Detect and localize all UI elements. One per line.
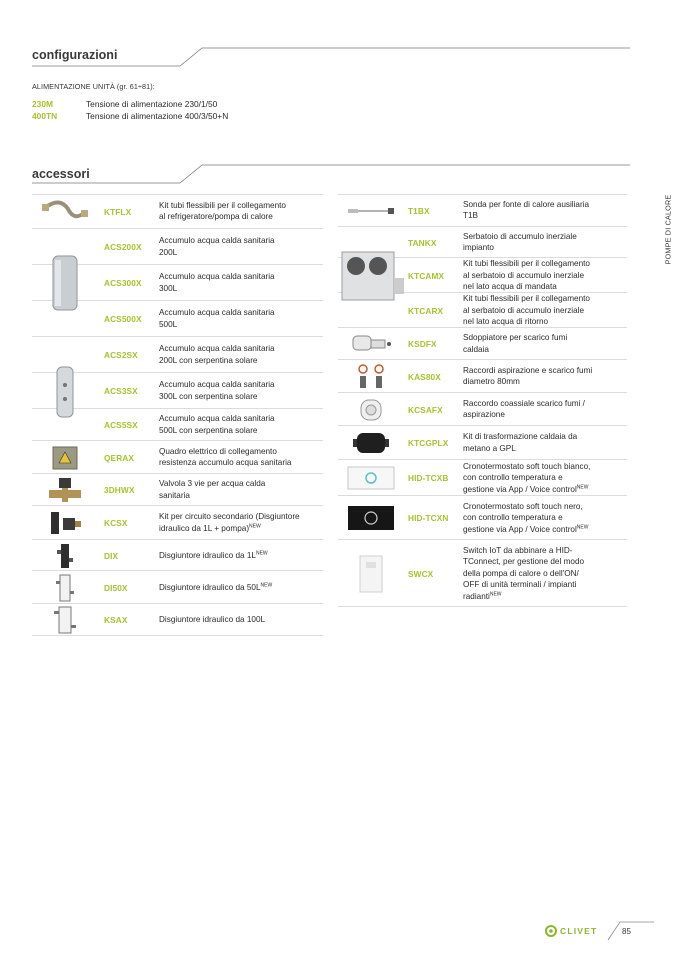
description-line — [159, 343, 275, 355]
hydraulic-separator-100-icon — [32, 605, 98, 635]
accessory-description — [159, 200, 286, 223]
description-line — [159, 478, 265, 490]
description-text: Disgiuntore idraulico da 1L — [159, 550, 256, 560]
accessory-description — [463, 398, 585, 421]
description-text: Accumulo acqua calda sanitaria — [159, 344, 275, 354]
accessory-code: ACS5SX — [104, 420, 138, 430]
description-line — [159, 235, 275, 247]
accessory-code: ACS200X — [104, 242, 142, 252]
description-text: Disgiuntore idraulico da 100L — [159, 615, 266, 625]
description-text: Quadro elettrico di collegamento — [159, 446, 277, 456]
electrical-panel-icon — [32, 443, 98, 473]
description-text: Accumulo acqua calda sanitaria — [159, 236, 275, 246]
description-line — [159, 200, 286, 212]
accessory-description — [159, 478, 265, 501]
description-text: Cronotermostato soft touch nero, — [463, 501, 583, 511]
description-text: Disgiuntore idraulico da 50L — [159, 582, 261, 592]
solar-tank-icon — [32, 340, 98, 444]
description-line — [463, 443, 577, 455]
description-text: 200L con serpentina solare — [159, 355, 258, 365]
description-text: della pompa di calore o dell'ON/ — [463, 568, 579, 578]
new-badge: NEW — [576, 484, 589, 491]
description-line — [159, 446, 291, 458]
description-line — [463, 501, 588, 513]
accessory-code: DI50X — [104, 582, 128, 593]
configurations-title-rule — [32, 46, 632, 68]
description-line — [159, 391, 275, 403]
accessory-description — [463, 231, 577, 254]
accessory-description — [159, 307, 275, 330]
description-text: Switch IoT da abbinare a HID- — [463, 545, 573, 555]
description-text: Sdoppiatore per scarico fumi — [463, 333, 568, 343]
description-line — [463, 376, 592, 388]
description-line — [463, 258, 590, 270]
description-text: Accumulo acqua calda sanitaria — [159, 380, 275, 390]
description-line — [463, 332, 567, 344]
accessory-description — [463, 545, 584, 603]
accessory-description — [159, 343, 275, 366]
accessory-code: ACS300X — [104, 278, 142, 288]
config-row — [32, 111, 228, 121]
description-text: caldaia — [463, 344, 489, 354]
accessory-code: ACS500X — [104, 314, 142, 324]
description-line — [463, 591, 584, 603]
description-line — [159, 211, 286, 223]
description-line — [159, 511, 300, 523]
description-line — [159, 413, 275, 425]
accessories-left-table — [32, 194, 323, 636]
new-badge: NEW — [576, 524, 589, 531]
description-line — [159, 550, 268, 562]
accessory-code: QERAX — [104, 452, 135, 463]
description-line — [463, 316, 590, 328]
description-text: OFF di unità terminali / impianti — [463, 580, 577, 590]
accessory-description — [463, 461, 590, 496]
brand-name: CLIVET — [560, 926, 598, 936]
description-line — [463, 199, 589, 211]
iot-switch-icon — [338, 542, 404, 606]
description-text: 200L — [159, 247, 178, 257]
description-line — [159, 319, 275, 331]
description-text: gestione via App / Voice control — [463, 484, 577, 494]
description-line — [463, 365, 592, 377]
description-text: Cronotermostato soft touch bianco, — [463, 461, 591, 471]
probe-icon — [338, 196, 404, 226]
config-code: 230M — [32, 99, 53, 109]
description-text: Kit tubi flessibili per il collegamento — [463, 294, 590, 304]
config-row — [32, 99, 217, 109]
new-badge: NEW — [249, 523, 261, 530]
accessory-description — [463, 431, 577, 454]
accessory-code: ACS2SX — [104, 350, 138, 360]
accessory-description — [159, 379, 275, 402]
accessory-code: 3DHWX — [104, 485, 135, 495]
accessories-right-table — [338, 194, 627, 607]
new-badge: NEW — [260, 581, 273, 588]
description-line — [159, 355, 275, 367]
description-text: Raccordi aspirazione e scarico fumi — [463, 365, 593, 375]
power-supply-label: ALIMENTAZIONE UNITÀ (gr. 61÷81): — [32, 82, 155, 91]
description-line — [159, 271, 275, 283]
description-text: nel lato acqua di ritorno — [463, 317, 549, 327]
description-line — [159, 247, 275, 259]
accessory-description — [159, 550, 268, 562]
description-text: Kit tubi flessibili per il collegamento — [463, 259, 590, 269]
accessory-code: KTCGPLX — [408, 438, 449, 448]
accessory-code: HID-TCXB — [408, 473, 449, 483]
footer-divider — [606, 918, 656, 942]
description-text: con controllo temperatura e — [463, 513, 563, 523]
flue-fittings-icon — [338, 361, 404, 393]
description-text: Accumulo acqua calda sanitaria — [159, 272, 275, 282]
heat-pump-icon — [338, 230, 408, 326]
page-number: 85 — [622, 927, 631, 936]
description-text: metano a GPL — [463, 443, 516, 453]
secondary-circuit-kit-icon — [32, 507, 98, 539]
description-line — [159, 307, 275, 319]
description-text: al serbatoio di accumulo inerziale — [463, 305, 585, 315]
accessory-description — [463, 365, 592, 388]
description-text: radianti — [463, 591, 490, 601]
description-line — [463, 431, 577, 443]
description-line — [463, 524, 588, 536]
description-line — [463, 270, 590, 282]
accessory-code: KTCARX — [408, 305, 444, 316]
description-text: Kit tubi flessibili per il collegamento — [159, 200, 286, 210]
description-line — [463, 556, 584, 568]
description-line — [463, 568, 584, 580]
accessory-description — [159, 235, 275, 258]
black-thermostat-icon — [338, 498, 404, 538]
config-code: 400TN — [32, 111, 58, 121]
coaxial-fitting-icon — [338, 394, 404, 426]
accessory-code: KSDFX — [408, 339, 437, 349]
description-line — [159, 523, 300, 535]
description-line — [463, 472, 590, 484]
description-line — [463, 512, 588, 524]
description-line — [463, 579, 584, 591]
brand-logo-icon — [545, 925, 557, 937]
config-desc: Tensione di alimentazione 400/3/50+N — [86, 111, 229, 121]
brand-logo — [545, 925, 597, 937]
white-thermostat-icon — [338, 461, 404, 495]
description-text: aspirazione — [463, 410, 505, 420]
description-text: idraulico da 1L + pompa) — [159, 523, 250, 533]
section-side-label — [663, 190, 673, 270]
accessory-description — [463, 501, 588, 536]
accessory-code: T1BX — [408, 205, 430, 216]
hydraulic-separator-icon — [32, 541, 98, 571]
description-text: 300L — [159, 283, 178, 293]
description-text: gestione via App / Voice control — [463, 524, 577, 534]
accessory-description — [159, 271, 275, 294]
description-text: diametro 80mm — [463, 377, 520, 387]
description-text: al refrigeratore/pompa di calore — [159, 212, 273, 222]
three-way-valve-icon — [32, 475, 98, 505]
accessory-code: KCSAFX — [408, 404, 443, 415]
description-text: Accumulo acqua calda sanitaria — [159, 308, 275, 318]
description-line — [159, 379, 275, 391]
description-text: Valvola 3 vie per acqua calda — [159, 479, 266, 489]
description-text: 300L con serpentina solare — [159, 391, 258, 401]
description-line — [463, 344, 567, 356]
gpl-kit-icon — [338, 427, 404, 459]
accessory-description — [159, 582, 272, 594]
description-line — [463, 484, 590, 496]
tank-icon — [32, 232, 98, 336]
accessory-code: SWCX — [408, 568, 434, 579]
accessory-description — [159, 511, 300, 534]
description-text: impianto — [463, 243, 494, 253]
accessory-code: HID-TCXN — [408, 513, 449, 523]
description-text: Raccordo coassiale scarico fumi / — [463, 398, 585, 408]
description-line — [159, 490, 265, 502]
hydraulic-separator-50-icon — [32, 572, 98, 604]
description-text: Accumulo acqua calda sanitaria — [159, 414, 275, 424]
description-line — [463, 398, 585, 410]
description-text: 500L con serpentina solare — [159, 425, 258, 435]
accessory-code: DIX — [104, 550, 119, 561]
new-badge: NEW — [489, 591, 502, 598]
description-text: Kit di trasformazione caldaia da — [463, 432, 578, 442]
description-text: Sonda per fonte di calore ausiliaria — [463, 199, 590, 209]
description-text: nel lato acqua di mandata — [463, 282, 557, 292]
flue-splitter-icon — [338, 329, 404, 359]
description-line — [159, 283, 275, 295]
description-line — [463, 210, 589, 222]
description-line — [463, 461, 590, 473]
description-text: 500L — [159, 319, 178, 329]
accessory-code: KCSX — [104, 518, 128, 528]
description-text: TConnect, per gestione del modo — [463, 557, 585, 567]
side-label-text: POMPE DI CALORE — [663, 194, 673, 265]
accessory-code: TANKX — [408, 237, 437, 248]
description-text: T1B — [463, 211, 479, 221]
accessory-description — [463, 258, 590, 293]
description-text: con controllo temperatura e — [463, 473, 563, 483]
accessory-code: KTFLX — [104, 206, 132, 217]
accessory-code: ACS3SX — [104, 386, 138, 396]
description-line — [159, 614, 265, 626]
accessories-title: accessori — [32, 167, 90, 181]
description-line — [159, 425, 275, 437]
description-line — [463, 242, 577, 254]
description-line — [463, 545, 584, 557]
flexible-hose-icon — [32, 196, 98, 228]
description-line — [159, 457, 291, 469]
accessory-description — [463, 199, 589, 222]
accessory-code: KTCAMX — [408, 270, 445, 281]
description-text: sanitaria — [159, 490, 190, 500]
accessory-description — [463, 332, 567, 355]
accessory-description — [463, 293, 590, 328]
description-line — [463, 409, 585, 421]
description-text: Kit per circuito secondario (Disgiuntore — [159, 512, 300, 522]
description-line — [463, 281, 590, 293]
new-badge: NEW — [255, 549, 268, 556]
description-text: al serbatoio di accumulo inerziale — [463, 270, 585, 280]
description-line — [463, 293, 590, 305]
configurations-title: configurazioni — [32, 48, 118, 62]
config-desc: Tensione di alimentazione 230/1/50 — [86, 99, 218, 109]
description-line — [159, 582, 272, 594]
accessory-description — [159, 413, 275, 436]
description-line — [463, 305, 590, 317]
description-line — [463, 231, 577, 243]
accessory-description — [159, 446, 291, 469]
description-text: Serbatoio di accumulo inerziale — [463, 231, 577, 241]
accessories-title-rule — [32, 163, 632, 185]
accessory-description — [159, 614, 265, 626]
accessory-code: KAS80X — [408, 371, 441, 382]
accessory-code: KSAX — [104, 615, 128, 625]
description-text: resistenza accumulo acqua sanitaria — [159, 458, 292, 468]
